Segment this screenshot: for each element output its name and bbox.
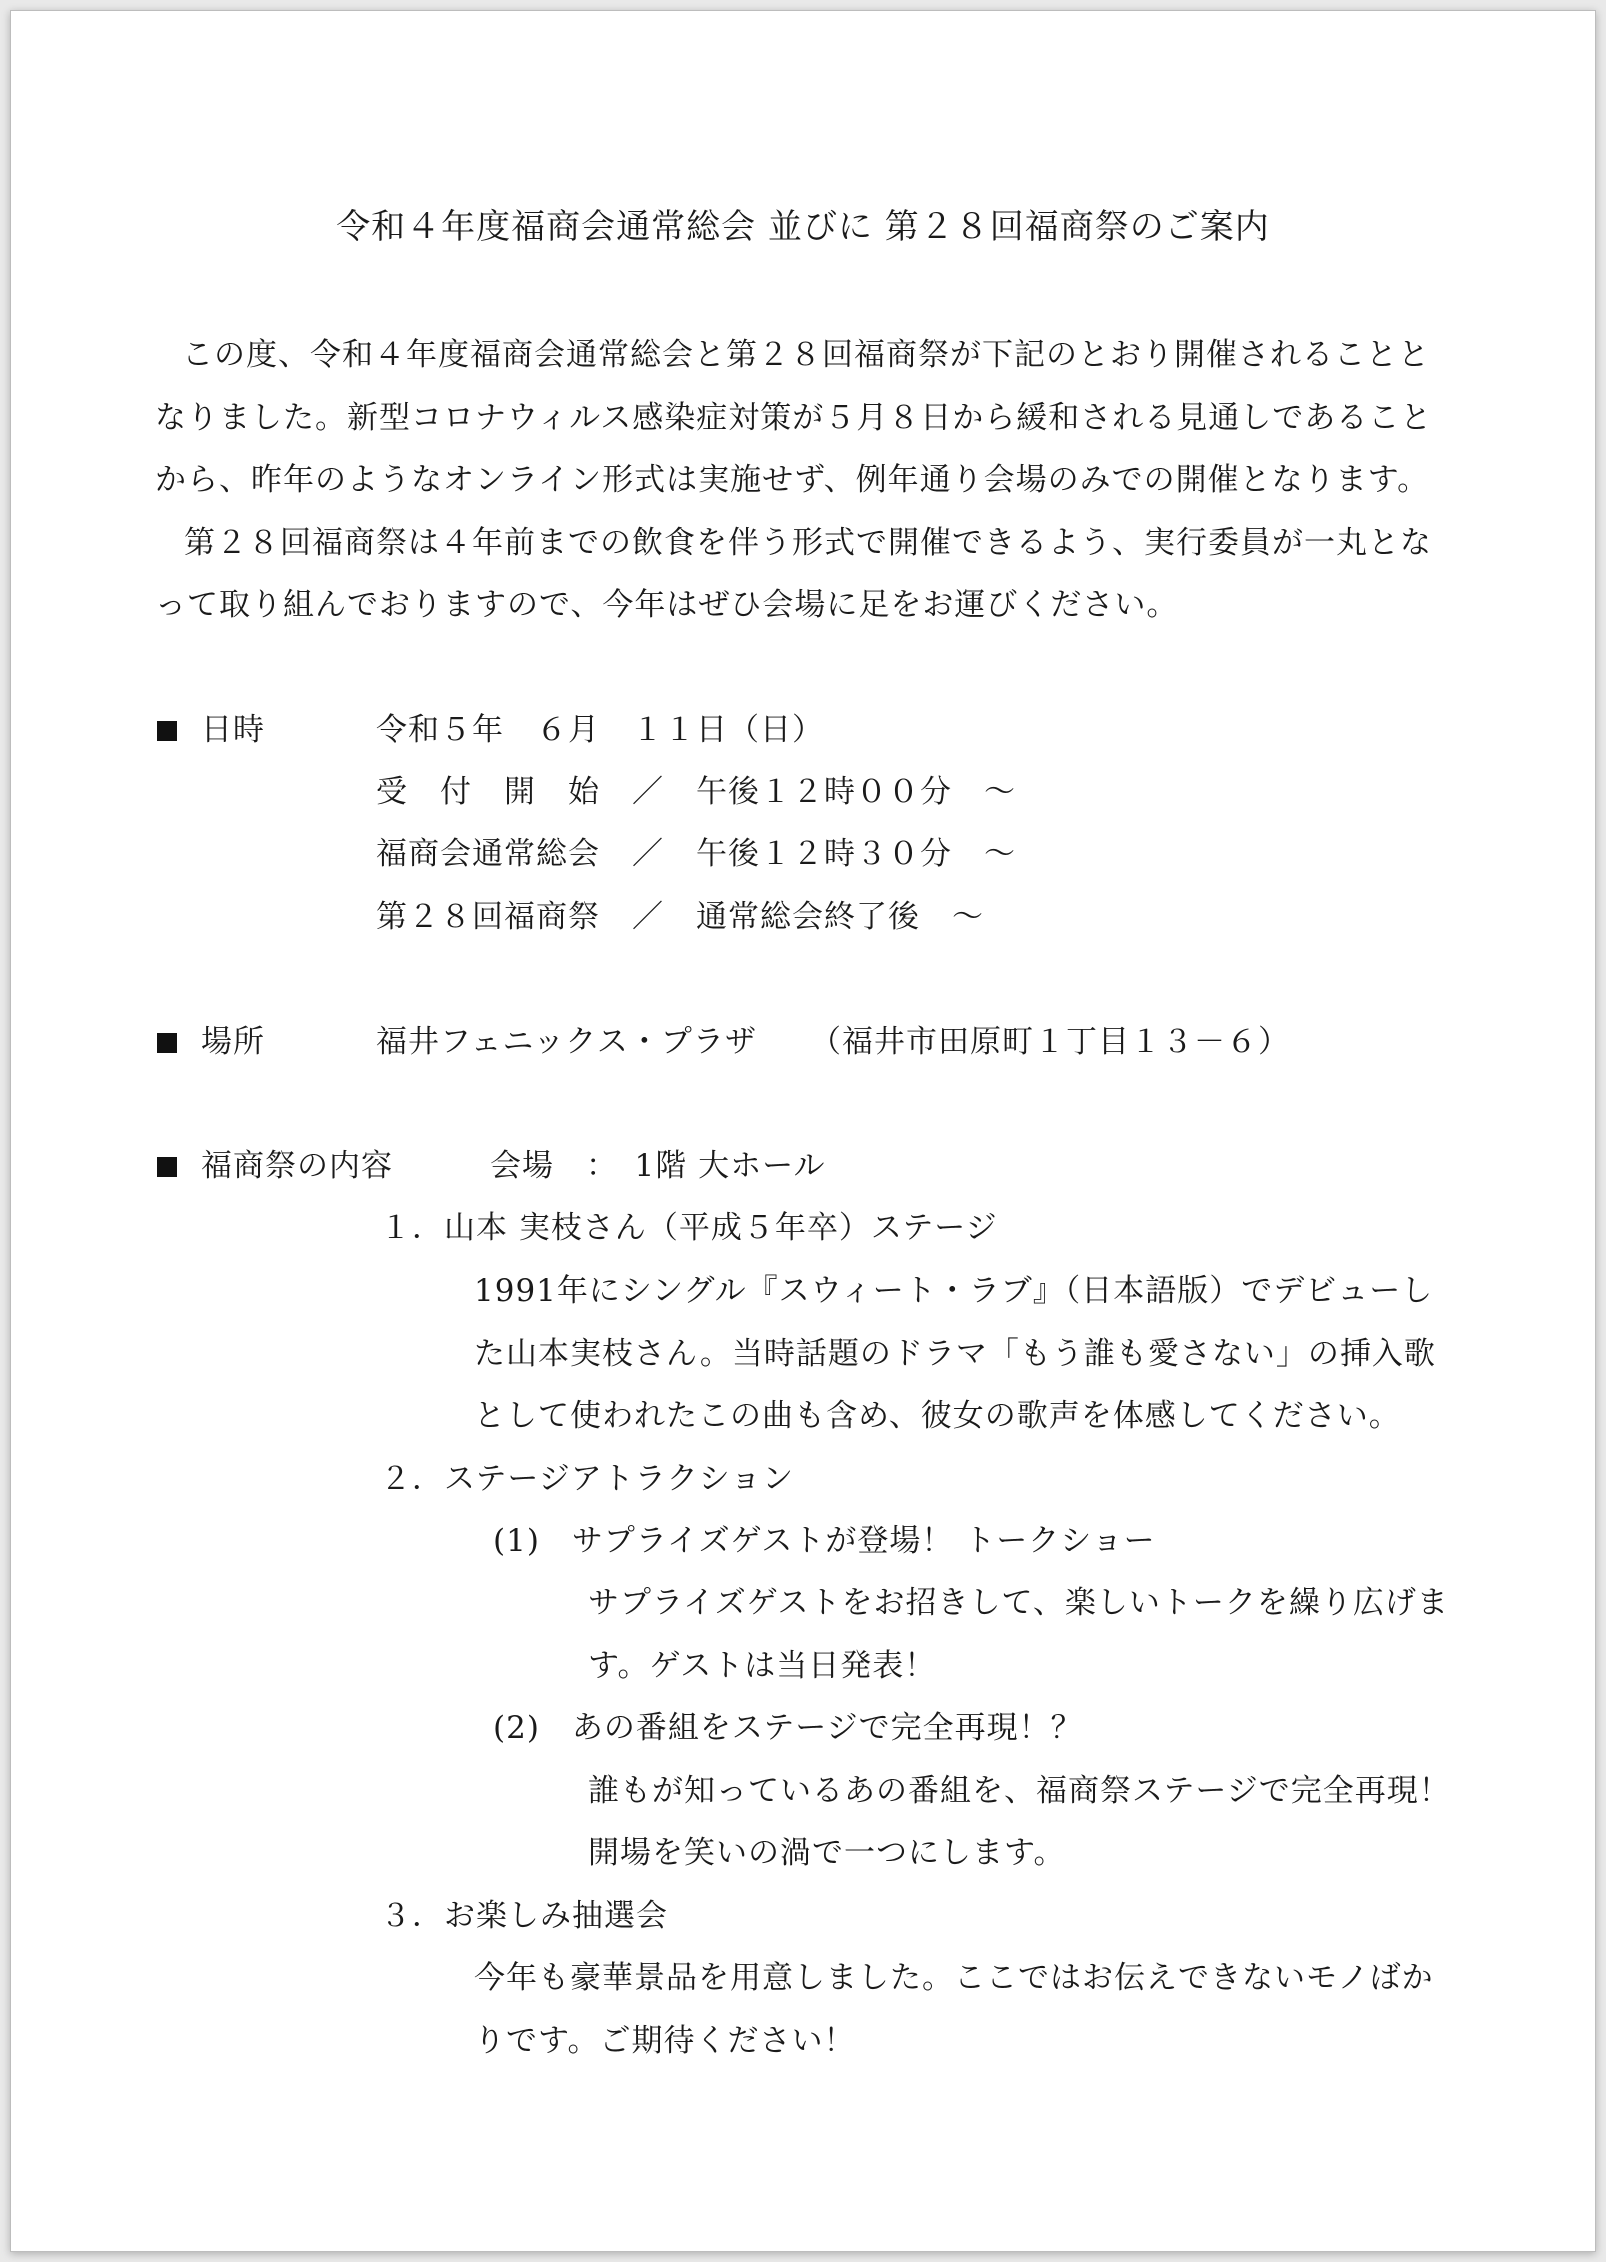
item2-sub2-body-line-1: 誰もが知っているあの番組を、福商祭ステージで完全再現！ bbox=[588, 1773, 1451, 1809]
document-title: 令和４年度福商会通常総会 並びに 第２８回福商祭のご案内 bbox=[336, 207, 1270, 247]
item1-heading: １．山本 実枝さん（平成５年卒）ステージ bbox=[380, 1210, 998, 1246]
intro-line-5: って取り組んでおりますので、今年はぜひ会場に足をお運びください。 bbox=[155, 587, 1179, 623]
intro-line-3: から、昨年のようなオンライン形式は実施せず、例年通り会場のみでの開催となります。 bbox=[155, 462, 1430, 498]
venue-label: 場所 bbox=[201, 1024, 265, 1060]
item3-body-line-2: りです。ご期待ください！ bbox=[474, 2023, 856, 2059]
item3-heading: ３．お楽しみ抽選会 bbox=[380, 1898, 668, 1934]
contents-heading bbox=[157, 1146, 393, 1186]
item2-heading: ２．ステージアトラクション bbox=[380, 1461, 795, 1497]
item3-body-line-1: 今年も豪華景品を用意しました。ここではお伝えできないモノばか bbox=[474, 1960, 1434, 1996]
venue-heading bbox=[157, 1022, 265, 1062]
item1-body-line-2: た山本実枝さん。当時話題のドラマ「もう誰も愛さない」の挿入歌 bbox=[474, 1336, 1436, 1372]
venue-name: 福井フェニックス・プラザ bbox=[376, 1024, 757, 1060]
item2-sub2-body-line-2: 開場を笑いの渦で一つにします。 bbox=[588, 1835, 1066, 1871]
bullet-square-icon bbox=[157, 1033, 177, 1053]
contents-label: 福商祭の内容 bbox=[201, 1148, 393, 1184]
bullet-square-icon bbox=[157, 721, 177, 741]
schedule-date: 令和５年 ６月 １１日（日） bbox=[376, 712, 824, 748]
bullet-square-icon bbox=[157, 1157, 177, 1177]
intro-line-1: この度、令和４年度福商会通常総会と第２８回福商祭が下記のとおり開催されることと bbox=[182, 337, 1430, 373]
schedule-heading bbox=[157, 710, 265, 750]
item2-sub2-heading: (2) あの番組をステージで完全再現！？ bbox=[493, 1710, 1083, 1746]
item1-body-line-1: 1991年にシングル『スウィート・ラブ』（日本語版）でデビューし bbox=[474, 1273, 1434, 1309]
schedule-general-meeting: 福商会通常総会 ／ 午後１２時３０分 ～ bbox=[376, 836, 1016, 872]
item2-sub1-body-line-1: サプライズゲストをお招きして、楽しいトークを繰り広げま bbox=[588, 1585, 1449, 1621]
schedule-label: 日時 bbox=[201, 712, 265, 748]
intro-line-4: 第２８回福商祭は４年前までの飲食を伴う形式で開催できるよう、実行委員が一丸とな bbox=[184, 525, 1432, 561]
schedule-reception: 受 付 開 始 ／ 午後１２時００分 ～ bbox=[376, 774, 1016, 810]
item2-sub1-heading: (1) サプライズゲストが登場！ トークショー bbox=[493, 1523, 1156, 1559]
item2-sub1-body-line-2: す。ゲストは当日発表！ bbox=[588, 1648, 937, 1684]
contents-hall: 会場 ： 1階 大ホール bbox=[490, 1148, 826, 1184]
item1-body-line-3: として使われたこの曲も含め、彼女の歌声を体感してください。 bbox=[474, 1398, 1401, 1434]
intro-line-2: なりました。新型コロナウィルス感染症対策が５月８日から緩和される見通しであること bbox=[155, 400, 1433, 436]
schedule-festival: 第２８回福商祭 ／ 通常総会終了後 ～ bbox=[376, 899, 984, 935]
venue-address: （福井市田原町１丁目１３－６） bbox=[810, 1024, 1290, 1060]
